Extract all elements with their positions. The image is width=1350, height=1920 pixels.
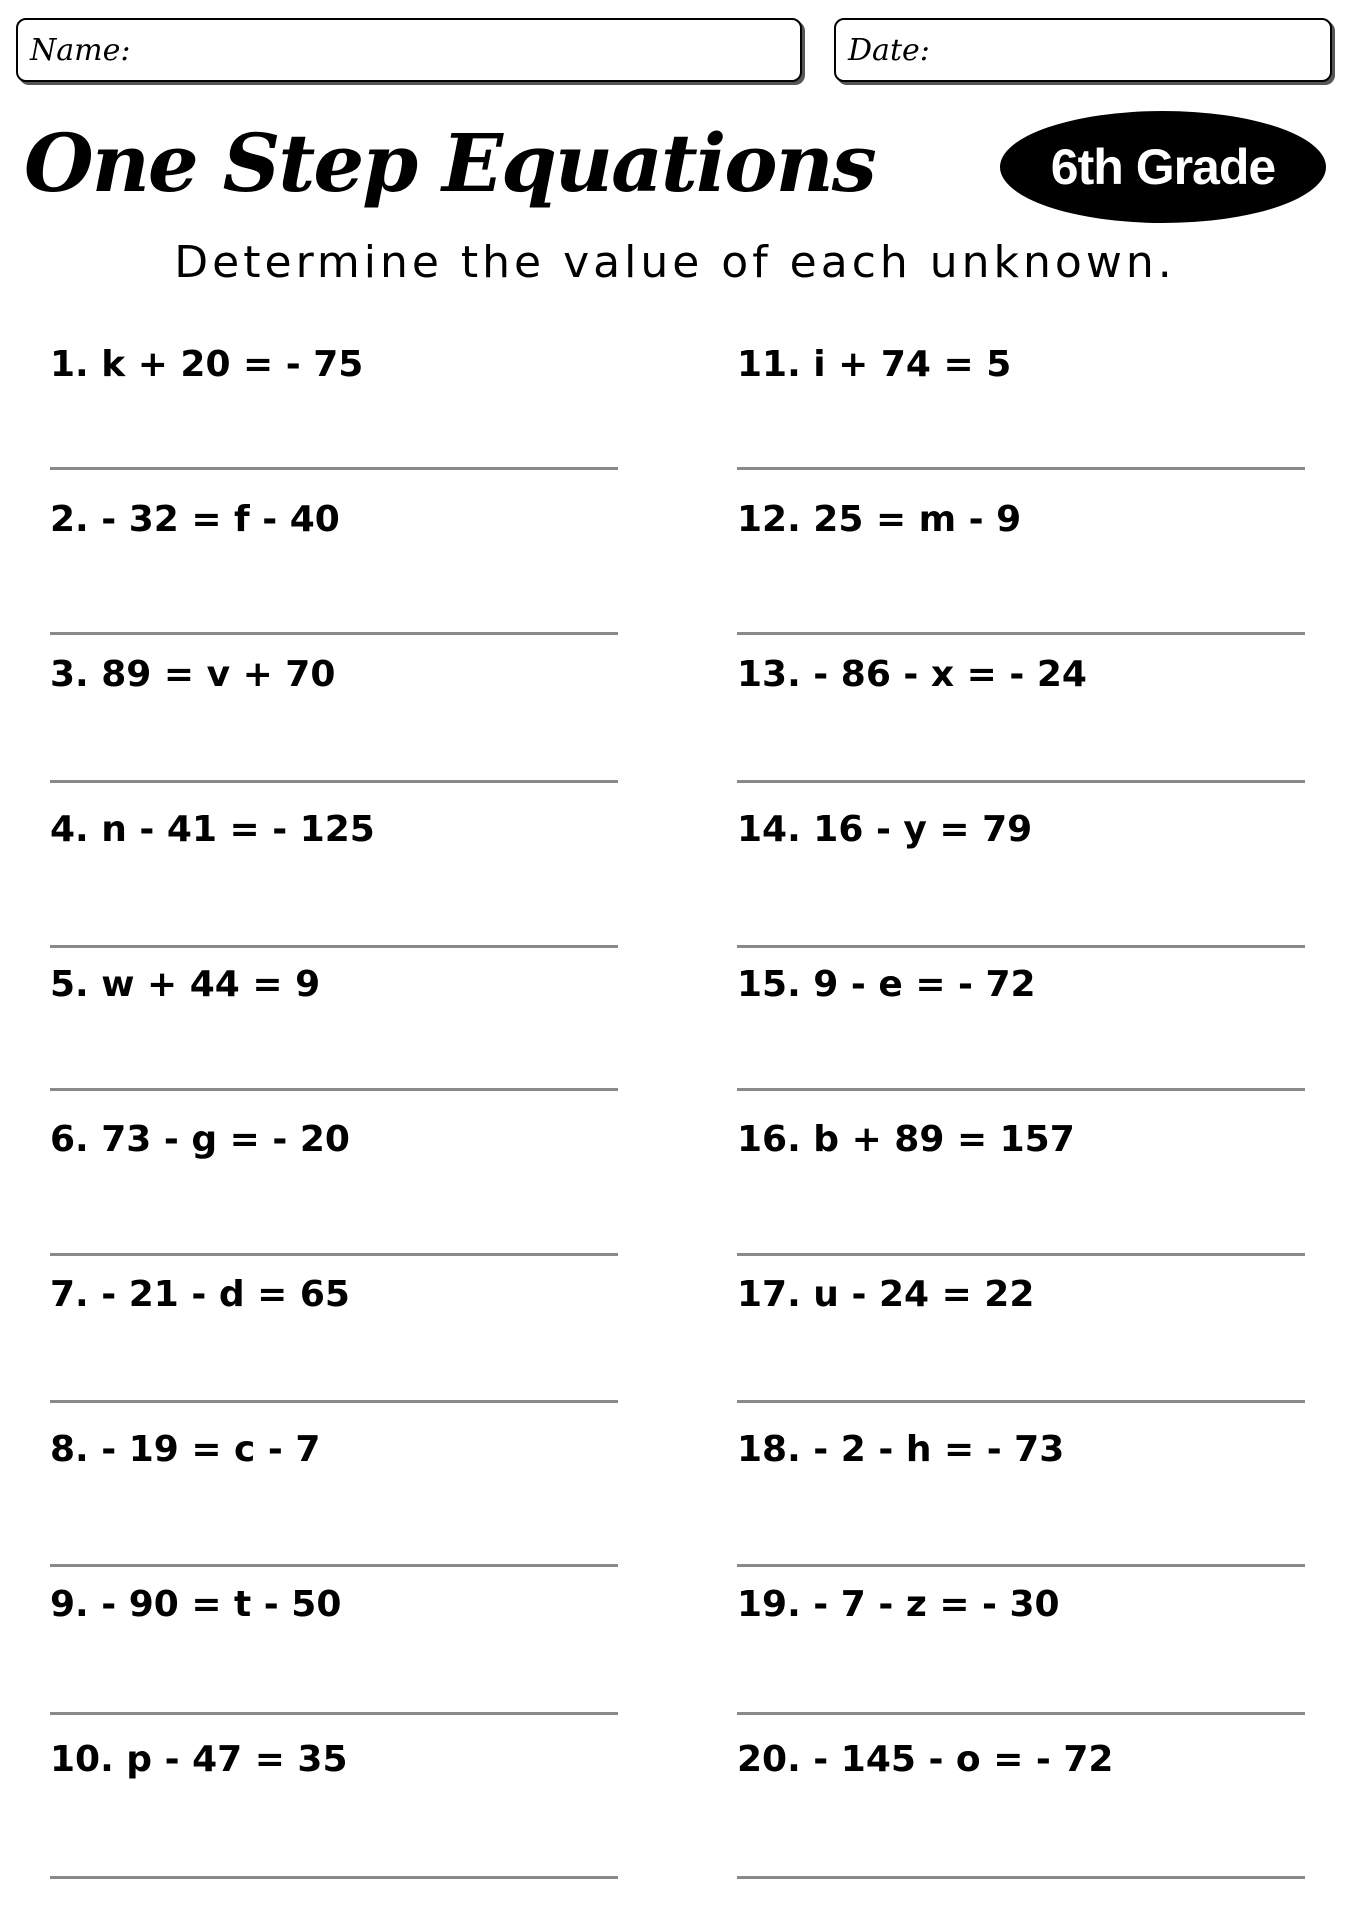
answer-line-8[interactable]	[50, 1564, 618, 1567]
answer-line-11[interactable]	[737, 467, 1305, 470]
problem-6: 6. 73 - g = - 20	[50, 1119, 350, 1160]
answer-line-16[interactable]	[737, 1253, 1305, 1256]
problem-12: 12. 25 = m - 9	[737, 499, 1022, 540]
answer-line-1[interactable]	[50, 467, 618, 470]
answer-line-18[interactable]	[737, 1564, 1305, 1567]
problem-4: 4. n - 41 = - 125	[50, 809, 375, 850]
problem-20: 20. - 145 - o = - 72	[737, 1739, 1114, 1780]
problem-17: 17. u - 24 = 22	[737, 1274, 1035, 1315]
name-field[interactable]	[16, 18, 802, 82]
problem-11: 11. i + 74 = 5	[737, 344, 1012, 385]
answer-line-20[interactable]	[737, 1876, 1305, 1879]
answer-line-13[interactable]	[737, 780, 1305, 783]
problem-3: 3. 89 = v + 70	[50, 654, 336, 695]
problem-8: 8. - 19 = c - 7	[50, 1429, 321, 1470]
answer-line-10[interactable]	[50, 1876, 618, 1879]
problem-15: 15. 9 - e = - 72	[737, 964, 1036, 1005]
date-field[interactable]	[834, 18, 1332, 82]
problem-19: 19. - 7 - z = - 30	[737, 1584, 1060, 1625]
answer-line-2[interactable]	[50, 632, 618, 635]
answer-line-17[interactable]	[737, 1400, 1305, 1403]
problem-2: 2. - 32 = f - 40	[50, 499, 340, 540]
problem-13: 13. - 86 - x = - 24	[737, 654, 1087, 695]
answer-line-4[interactable]	[50, 945, 618, 948]
worksheet-title: One Step Equations	[24, 116, 875, 210]
answer-line-5[interactable]	[50, 1088, 618, 1091]
answer-line-7[interactable]	[50, 1400, 618, 1403]
problem-1: 1. k + 20 = - 75	[50, 344, 364, 385]
problem-18: 18. - 2 - h = - 73	[737, 1429, 1065, 1470]
answer-line-15[interactable]	[737, 1088, 1305, 1091]
answer-line-12[interactable]	[737, 632, 1305, 635]
instructions: Determine the value of each unknown.	[174, 237, 1176, 288]
grade-badge: 6th Grade	[1000, 111, 1326, 223]
answer-line-14[interactable]	[737, 945, 1305, 948]
problem-7: 7. - 21 - d = 65	[50, 1274, 350, 1315]
date-label: Date:	[848, 33, 930, 68]
answer-line-6[interactable]	[50, 1253, 618, 1256]
answer-line-9[interactable]	[50, 1712, 618, 1715]
problem-10: 10. p - 47 = 35	[50, 1739, 348, 1780]
problem-5: 5. w + 44 = 9	[50, 964, 321, 1005]
problem-9: 9. - 90 = t - 50	[50, 1584, 342, 1625]
name-label: Name:	[30, 33, 131, 68]
problem-16: 16. b + 89 = 157	[737, 1119, 1075, 1160]
answer-line-3[interactable]	[50, 780, 618, 783]
answer-line-19[interactable]	[737, 1712, 1305, 1715]
problem-14: 14. 16 - y = 79	[737, 809, 1033, 850]
